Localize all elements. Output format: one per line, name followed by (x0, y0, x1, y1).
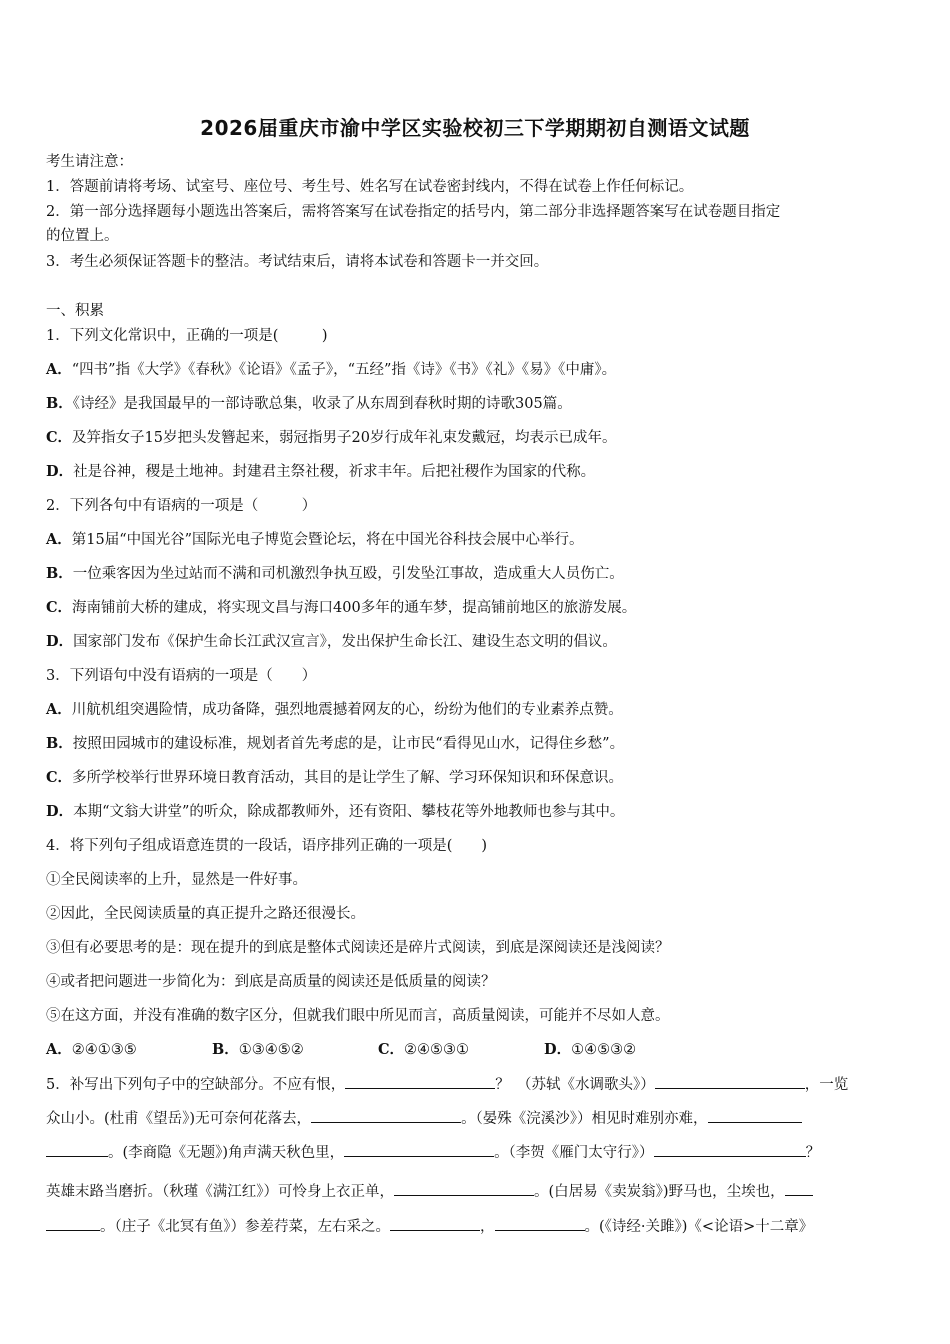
option-text: ②④⑤③① (404, 1042, 470, 1058)
option-text: 本期“文翁大讲堂”的听众，除成都教师外，还有资阳、攀枝花等外地教师也参与其中。 (73, 804, 625, 820)
option-text: 社是谷神，稷是土地神。封建君主祭社稷，祈求丰年。后把社稷作为国家的代称。 (73, 464, 596, 480)
question-5-text: 。（庄子《北冥有鱼》）参差荇菜，左右采之。 (100, 1219, 390, 1235)
question-5-text: 英雄末路当磨折。（秋瑾《满江红》）可怜身上衣正单， (46, 1184, 394, 1200)
question-3-option-b (46, 734, 906, 754)
answer-blank[interactable] (46, 1216, 100, 1231)
question-5-line-1 (46, 1074, 906, 1095)
question-3-option-d (46, 802, 906, 822)
answer-blank[interactable] (394, 1181, 534, 1196)
option-label: A． (46, 361, 72, 378)
option-label: D． (544, 1041, 572, 1058)
question-5-text: 。（晏殊《浣溪沙》）相见时难别亦难， (461, 1111, 708, 1127)
option-label: B． (46, 565, 73, 582)
option-label: D． (46, 633, 74, 650)
question-4-option-a (46, 1040, 212, 1060)
question-5-text: 。（李贺《雁门太守行》） (494, 1145, 654, 1161)
question-5-text: 众山小。(杜甫《望岳》)无可奈何花落去， (46, 1111, 312, 1127)
question-2-option-b (46, 564, 906, 584)
question-5-line-4 (46, 1181, 906, 1202)
option-label: D． (46, 463, 74, 480)
question-4-option-b (212, 1040, 378, 1060)
question-2-option-d (46, 632, 906, 652)
question-1-option-c (46, 428, 906, 448)
option-text: 按照田园城市的建设标准，规划者首先考虑的是，让市民“看得见山水，记得住乡愁”。 (72, 736, 625, 752)
answer-blank[interactable] (345, 1074, 495, 1089)
question-5-text: ， (480, 1219, 495, 1235)
question-5-text: ？ （苏轼《水调歌头》） (495, 1077, 655, 1093)
answer-blank[interactable] (390, 1216, 480, 1231)
option-label: C． (46, 599, 73, 616)
question-3-stem: 3．下列语句中没有语病的一项是（ ） (46, 668, 317, 684)
answer-blank[interactable] (311, 1108, 461, 1123)
question-1-option-a (46, 360, 906, 380)
option-label: B． (46, 395, 73, 412)
answer-blank[interactable] (708, 1108, 802, 1123)
question-1-option-d (46, 462, 906, 482)
question-5-text: ，一览 (804, 1077, 849, 1093)
question-4-options (46, 1040, 906, 1060)
question-3-option-c (46, 768, 906, 788)
question-1-option-b (46, 394, 906, 414)
option-label: C． (378, 1041, 405, 1058)
question-5-text: ？ (805, 1145, 821, 1161)
notice-item-2-cont: 的位置上。 (46, 228, 119, 244)
option-label: B． (212, 1041, 239, 1058)
notice-item-1: 1．答题前请将考场、试室号、座位号、考生号、姓名写在试卷密封线内，不得在试卷上作任何标记。 (46, 179, 694, 195)
notice-item-3: 3．考生必须保证答题卡的整洁。考试结束后，请将本试卷和答题卡一并交回。 (46, 254, 549, 270)
option-text: 海南铺前大桥的建成，将实现文昌与海口400多年的通车梦，提高铺前地区的旅游发展。 (72, 600, 637, 616)
option-text: “四书”指《大学》《春秋》《论语》《孟子》，“五经”指《诗》《书》《礼》《易》《中庸》。 (71, 362, 617, 378)
option-text: ②④①③⑤ (71, 1042, 137, 1058)
question-2-option-c (46, 598, 906, 618)
question-5-text: 。(白居易《卖炭翁》)野马也，尘埃也， (534, 1184, 785, 1200)
page-title: 2026届重庆市渝中学区实验校初三下学期期初自测语文试题 (200, 116, 750, 140)
answer-blank[interactable] (654, 1142, 806, 1157)
question-2-option-a (46, 530, 906, 550)
option-label: D． (46, 803, 74, 820)
option-text: 一位乘客因为坐过站而不满和司机激烈争执互殴，引发坠江事故，造成重大人员伤亡。 (72, 566, 624, 582)
question-5-line-2 (46, 1108, 906, 1129)
answer-blank[interactable] (785, 1181, 813, 1196)
option-label: A． (46, 1041, 72, 1058)
option-text: 《诗经》是我国最早的一部诗歌总集，收录了从东周到春秋时期的诗歌305篇。 (72, 396, 572, 412)
option-text: 多所学校举行世界环境日教育活动，其目的是让学生了解、学习环保知识和环保意识。 (72, 770, 624, 786)
question-4-sentence-3: ③但有必要思考的是：现在提升的到底是整体式阅读还是碎片式阅读，到底是深阅读还是浅阅读？ (46, 940, 670, 956)
answer-blank[interactable] (46, 1142, 108, 1157)
question-4-sentence-1: ①全民阅读率的上升，显然是一件好事。 (46, 872, 307, 888)
option-text: ①③④⑤② (238, 1042, 304, 1058)
option-text: 国家部门发布《保护生命长江武汉宣言》，发出保护生命长江、建设生态文明的倡议。 (73, 634, 617, 650)
option-label: C． (46, 769, 73, 786)
option-label: B． (46, 735, 73, 752)
question-3-option-a (46, 700, 906, 720)
question-1-stem: 1．下列文化常识中，正确的一项是( ) (46, 328, 328, 344)
question-4-option-d (544, 1040, 710, 1060)
question-5-text: 。(《诗经·关雎》)《<论语>十二章》 (584, 1219, 814, 1235)
option-label: A． (46, 531, 72, 548)
answer-blank[interactable] (655, 1074, 805, 1089)
question-5-text: 。(李商隐《无题》)角声满天秋色里， (108, 1145, 345, 1161)
question-5-line-5 (46, 1216, 906, 1237)
question-4-stem: 4．将下列句子组成语意连贯的一段话，语序排列正确的一项是( ) (46, 838, 488, 854)
question-5-text: 5．补写出下列句子中的空缺部分。不应有恨， (46, 1077, 346, 1093)
option-label: A． (46, 701, 72, 718)
option-label: C． (46, 429, 73, 446)
section-heading: 一、积累 (46, 303, 104, 319)
option-text: ①④⑤③② (571, 1042, 637, 1058)
notice-heading: 考生请注意： (46, 154, 133, 170)
question-4-sentence-4: ④或者把问题进一步简化为：到底是高质量的阅读还是低质量的阅读？ (46, 974, 496, 990)
question-4-sentence-5: ⑤在这方面，并没有准确的数字区分，但就我们眼中所见而言，高质量阅读，可能并不尽如人意。 (46, 1008, 670, 1024)
question-4-sentence-2: ②因此，全民阅读质量的真正提升之路还很漫长。 (46, 906, 365, 922)
question-5-line-3 (46, 1142, 906, 1163)
option-text: 及笄指女子15岁把头发簪起来，弱冠指男子20岁行成年礼束发戴冠，均表示已成年。 (72, 430, 617, 446)
question-2-stem: 2．下列各句中有语病的一项是（ ） (46, 498, 317, 514)
answer-blank[interactable] (344, 1142, 494, 1157)
notice-item-2: 2．第一部分选择题每小题选出答案后，需将答案写在试卷指定的括号内，第二部分非选择题答案写在试卷题目指定 (46, 204, 781, 220)
question-4-option-c (378, 1040, 544, 1060)
answer-blank[interactable] (495, 1216, 585, 1231)
option-text: 第15届“中国光谷”国际光电子博览会暨论坛，将在中国光谷科技会展中心举行。 (71, 532, 584, 548)
option-text: 川航机组突遇险情，成功备降，强烈地震撼着网友的心，纷纷为他们的专业素养点赞。 (71, 702, 623, 718)
